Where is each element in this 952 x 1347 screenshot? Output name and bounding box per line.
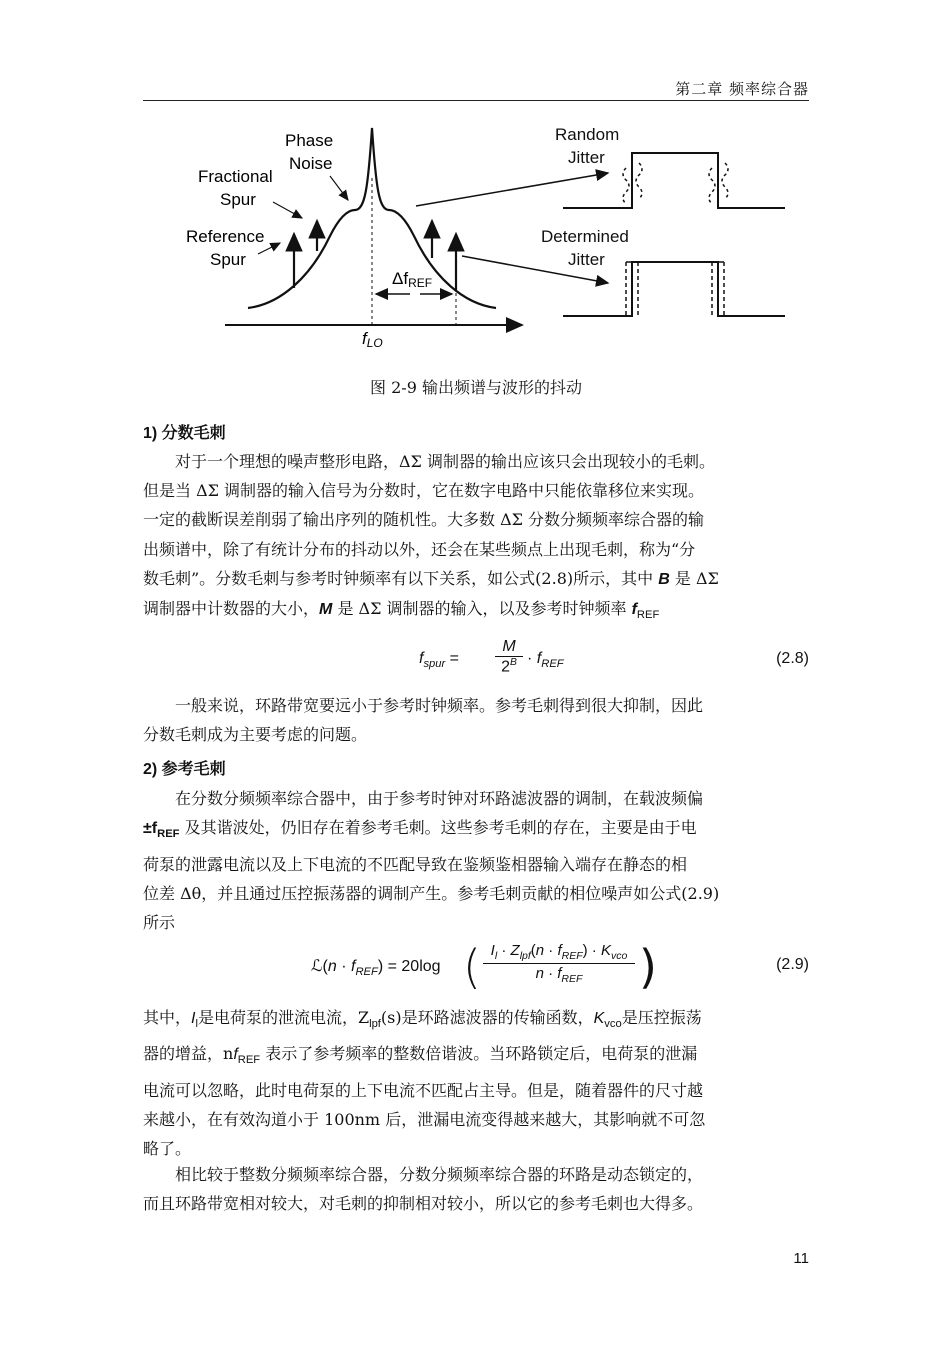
label-phase-noise-2: Noise bbox=[289, 154, 333, 173]
page-number: 11 bbox=[793, 1250, 809, 1267]
label-determined-2: Jitter bbox=[568, 250, 605, 269]
label-determined-1: Determined bbox=[541, 227, 629, 246]
label-phase-noise-1: Phase bbox=[285, 131, 334, 150]
equation-number: (2.8) bbox=[776, 650, 809, 667]
eq29-numerator: $I_l \cdot Z_{lpf}(n \cdot f_{REF}) \cdot K_{vco}$ bbox=[490, 942, 628, 962]
label-fractional-2: Spur bbox=[220, 190, 256, 209]
random-jitter-waveform bbox=[555, 125, 785, 208]
text-line: 对于一个理想的噪声整形电路，ΔΣ 调制器的输出应该只会出现较小的毛刺。 bbox=[175, 452, 715, 471]
label-random-1: Random bbox=[555, 125, 620, 144]
section-2-body bbox=[143, 784, 809, 937]
fractional-pointer bbox=[273, 202, 302, 218]
text-line: 其中，$I_l$是电荷泵的泄流电流，$Z_{lpf}(s)$是环路滤波器的传输函数，$K_{vco}$是压控振荡 bbox=[143, 1008, 702, 1031]
section-heading-2: 2) 参考毛刺 bbox=[143, 761, 226, 778]
text-line: 一般来说，环路带宽要远小于参考时钟频率。参考毛刺得到很大抑制，因此 bbox=[175, 696, 704, 715]
figure-2-9 bbox=[170, 118, 790, 358]
text-line: 数毛刺”。分数毛刺与参考时钟频率有以下关系，如公式(2.8)所示，其中 B 是 ΔΣ bbox=[143, 568, 719, 588]
text-line: 出频谱中，除了有统计分布的抖动以外，还会在某些频点上出现毛刺，称为“分 bbox=[143, 539, 696, 559]
equation-2-8: $f_{spur}$ = M $2^B$ · $f_{REF}$ (2.8) bbox=[419, 638, 809, 676]
determined-jitter-waveform bbox=[541, 227, 785, 316]
random-link-arrow bbox=[416, 173, 608, 206]
right-paren: ) bbox=[639, 940, 657, 994]
label-reference-2: Spur bbox=[210, 250, 246, 269]
label-f-lo: fLO bbox=[362, 329, 383, 350]
eq29-denominator: $n \cdot f_{REF}$ bbox=[535, 965, 583, 985]
header-rule bbox=[143, 100, 809, 101]
label-fractional-1: Fractional bbox=[198, 167, 273, 186]
text-line: 荷泵的泄露电流以及上下电流的不匹配导致在鉴频鉴相器输入端存在静态的相 bbox=[143, 854, 688, 874]
text-line: 器的增益，$nf_{REF}$ 表示了参考频率的整数倍谐波。当环路锁定后，电荷泵的泄漏 bbox=[143, 1044, 698, 1067]
section-heading-1: 1) 分数毛刺 bbox=[143, 425, 226, 442]
figure-caption: 图 2-9 输出频谱与波形的抖动 bbox=[370, 378, 582, 397]
eq28-denominator: $2^B$ bbox=[501, 657, 517, 676]
paragraph-4 bbox=[143, 1160, 809, 1218]
text-line: 电流可以忽略，此时电荷泵的上下电流不匹配占主导。但是，随着器件的尺寸越 bbox=[143, 1080, 704, 1100]
text-line: 位差 Δθ，并且通过压控振荡器的调制产生。参考毛刺贡献的相位噪声如公式(2.9) bbox=[143, 883, 720, 903]
phase-noise-pointer bbox=[330, 176, 348, 200]
paragraph-3 bbox=[143, 1003, 809, 1163]
text-line: 所示 bbox=[143, 913, 176, 932]
text-line: 调制器中计数器的大小，M 是 ΔΣ 调制器的输入，以及参考时钟频率 $f_{REF}$ bbox=[143, 599, 660, 622]
text-line: $\pm f_{REF}$ 及其谐波处，仍旧存在着参考毛刺。这些参考毛刺的存在，主要是由于电 bbox=[143, 818, 697, 841]
text-line: 而且环路带宽相对较大，对毛刺的抑制相对较小，所以它的参考毛刺也大得多。 bbox=[143, 1194, 704, 1214]
text-line: 来越小，在有效沟道小于 100nm 后，泄漏电流变得越来越大，其影响就不可忽 bbox=[143, 1109, 706, 1129]
text-line: 一定的截断误差削弱了输出序列的随机性。大多数 ΔΣ 分数分频频率综合器的输 bbox=[143, 510, 705, 530]
text-line: 在分数分频频率综合器中，由于参考时钟对环路滤波器的调制，在载波频偏 bbox=[175, 789, 704, 808]
equation-number: (2.9) bbox=[776, 956, 809, 973]
text-line: 分数毛刺成为主要考虑的问题。 bbox=[143, 725, 368, 745]
eq28-numerator: M bbox=[502, 638, 516, 655]
running-header: 第二章 频率综合器 bbox=[675, 80, 809, 98]
text-line: 略了。 bbox=[143, 1139, 192, 1159]
label-delta-f: ΔfREF bbox=[392, 269, 433, 290]
text-line: 相比较于整数分频频率综合器，分数分频频率综合器的环路是动态锁定的， bbox=[175, 1165, 704, 1184]
label-reference-1: Reference bbox=[186, 227, 265, 246]
section-1-body bbox=[143, 447, 809, 630]
left-paren: ( bbox=[463, 940, 481, 994]
equation-2-9: ℒ(n · $f_{REF}) = 20\log$ ( $I_l \cdot Z_{lpf}(n \cdot f_{REF}) \cdot K_{vco}$ $n \cdot f_{REF}$ ) (2.9) bbox=[311, 940, 809, 994]
paragraph-2 bbox=[143, 691, 809, 749]
label-random-2: Jitter bbox=[568, 148, 605, 167]
text-line: 但是当 ΔΣ 调制器的输入信号为分数时，它在数字电路中只能依靠移位来实现。 bbox=[143, 481, 705, 501]
